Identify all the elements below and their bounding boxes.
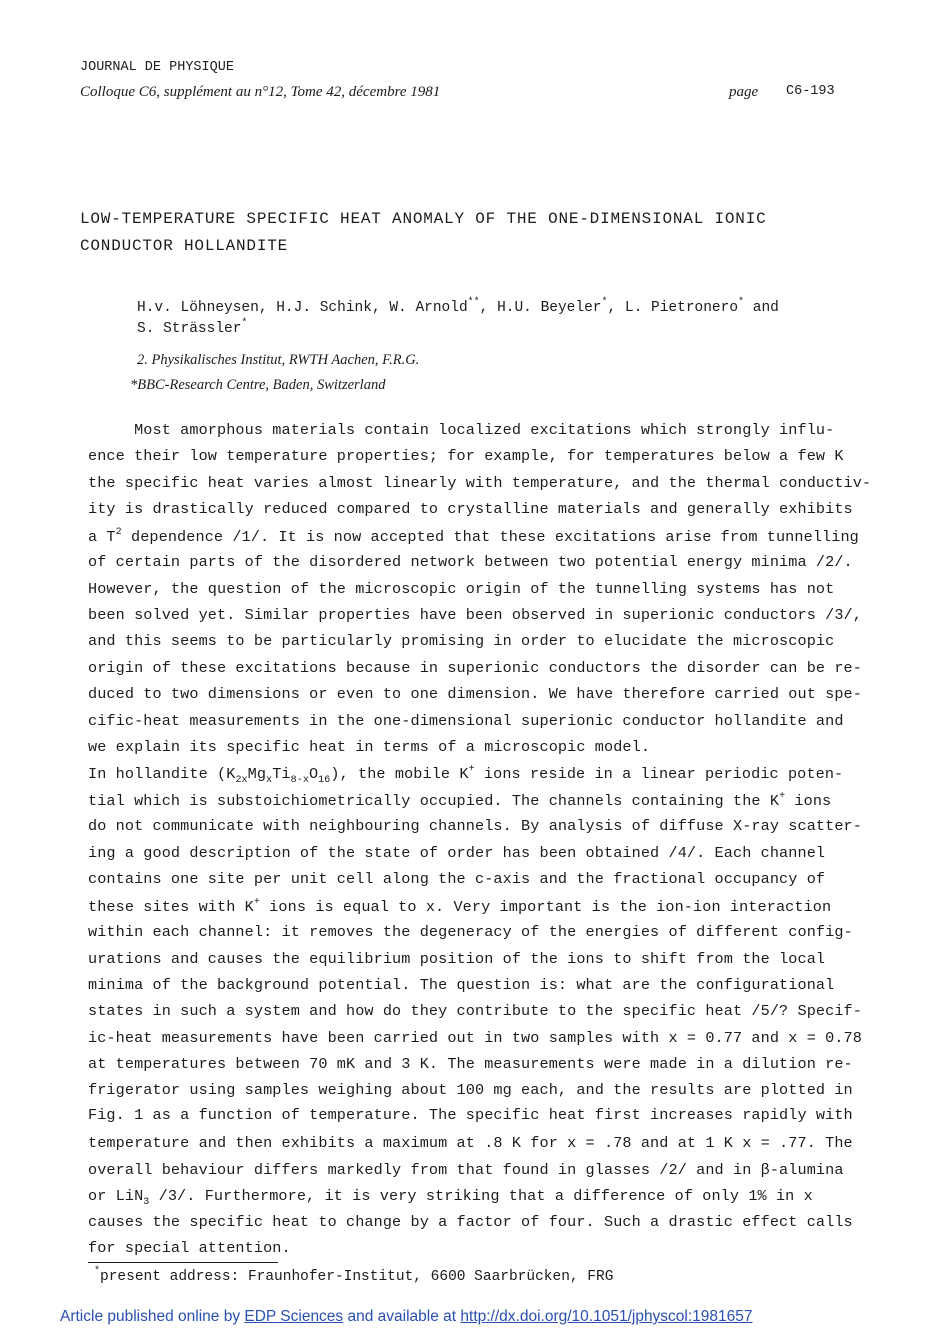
- body-line-30: [88, 1187, 813, 1208]
- body-line-25: at temperatures between 70 mK and 3 K. The measurements were made in a dilution re-: [88, 1055, 853, 1073]
- formula-s4: 16: [318, 775, 331, 786]
- journal-name: JOURNAL DE PHYSIQUE: [80, 60, 234, 75]
- body-line-14-sup: +: [468, 764, 475, 775]
- body-line-3: the specific heat varies almost linearly with temperature, and the thermal conductiv-: [88, 474, 872, 492]
- footer-prefix: Article published online by: [60, 1308, 245, 1325]
- footnote-mark: *: [94, 1266, 101, 1277]
- body-line-18: contains one site per unit cell along the c-axis and the fractional occupancy of: [88, 870, 826, 888]
- body-line-19-b: ions is equal to x. Very important is the ion-ion interaction: [259, 898, 832, 916]
- body-line-11: duced to two dimensions or even to one dimension. We have therefore carried out spe-: [88, 685, 862, 703]
- footnote-rule: [88, 1262, 278, 1263]
- author-strassler: S. Strässler: [137, 321, 242, 337]
- author-line-2: [137, 318, 247, 337]
- body-line-24: ic-heat measurements have been carried out in two samples with x = 0.77 and x = 0.78: [88, 1029, 862, 1047]
- body-line-21: urations and causes the equilibrium position of the ions to shift from the local: [88, 950, 826, 968]
- body-line-13: we explain its specific heat in terms of a microscopic model.: [88, 738, 651, 756]
- affiliation-mark: *: [130, 377, 138, 393]
- author-line-1: [137, 297, 779, 316]
- body-line-19-a: these sites with K: [88, 898, 254, 916]
- page-label: page: [729, 84, 759, 100]
- author-mark-arnold: **: [467, 297, 480, 308]
- footnote-text: present address: Fraunhofer-Institut, 6600 Saarbrücken, FRG: [100, 1269, 614, 1285]
- body-line-17: ing a good description of the state of order has been obtained /4/. Each channel: [88, 844, 826, 862]
- body-line-22: minima of the background potential. The question is: what are the configurational: [88, 976, 835, 994]
- body-line-1: Most amorphous materials contain localized excitations which strongly influ-: [88, 421, 835, 439]
- body-line-8: been solved yet. Similar properties have been observed in superionic conductors /3/,: [88, 606, 862, 624]
- body-line-30-sub: 3: [143, 1197, 150, 1208]
- author-mark-pietronero: *: [738, 297, 745, 308]
- body-line-27: Fig. 1 as a function of temperature. The specific heat first increases rapidly with: [88, 1106, 853, 1124]
- formula-d: O: [308, 765, 319, 783]
- colloque-line: Colloque C6, supplément au n°12, Tome 42, décembre 1981: [80, 84, 441, 100]
- author-mark-strassler: *: [241, 318, 248, 329]
- body-line-5-b: dependence /1/. It is now accepted that these excitations arise from tunnelling: [121, 528, 859, 546]
- formula-s2: x: [266, 775, 273, 786]
- body-line-15-b: ions: [785, 792, 832, 810]
- affiliation-bbc-text: BBC-Research Centre, Baden, Switzerland: [137, 377, 386, 393]
- body-line-29: overall behaviour differs markedly from that found in glasses /2/ and in β-alumina: [88, 1161, 844, 1179]
- page-number: C6-193: [786, 84, 835, 99]
- body-line-9: and this seems to be particularly promising in order to elucidate the microscopic: [88, 632, 835, 650]
- edp-sciences-link[interactable]: EDP Sciences: [244, 1308, 344, 1325]
- body-line-19: [88, 897, 831, 916]
- formula-a: In hollandite (K: [88, 765, 236, 783]
- body-line-14-f: ions reside in a linear periodic poten-: [474, 765, 844, 783]
- footer-middle: and available at: [343, 1308, 461, 1325]
- body-line-6: of certain parts of the disordered network between two potential energy minima /2/.: [88, 553, 853, 571]
- body-line-15-a: tial which is substoichiometrically occupied. The channels containing the K: [88, 792, 780, 810]
- body-line-14: [88, 764, 843, 786]
- body-line-28: temperature and then exhibits a maximum at .8 K for x = .78 and at 1 K x = .77. The: [88, 1134, 853, 1152]
- body-line-30-b: /3/. Furthermore, it is very striking that a difference of only 1% in x: [149, 1187, 813, 1205]
- body-line-32: for special attention.: [88, 1239, 291, 1257]
- body-line-4: ity is drastically reduced compared to crystalline materials and generally exhibits: [88, 500, 853, 518]
- authors-part-b: , H.U. Beyeler: [479, 300, 602, 316]
- body-line-5-a: a T: [88, 528, 116, 546]
- authors-part-c: , L. Pietronero: [607, 300, 739, 316]
- body-line-30-a: or LiN: [88, 1187, 144, 1205]
- body-line-15: [88, 791, 831, 810]
- formula-b: Mg: [247, 765, 267, 783]
- body-line-16: do not communicate with neighbouring channels. By analysis of diffuse X-ray scatter-: [88, 817, 862, 835]
- body-line-26: frigerator using samples weighing about 100 mg each, and the results are plotted in: [88, 1081, 853, 1099]
- footnote: [94, 1266, 613, 1285]
- body-line-23: states in such a system and how do they contribute to the specific heat /5/? Specif-: [88, 1002, 862, 1020]
- formula-s1: 2x: [235, 775, 248, 786]
- paper-title-line-1: LOW-TEMPERATURE SPECIFIC HEAT ANOMALY OF THE ONE-DIMENSIONAL IONIC: [80, 210, 767, 228]
- body-line-31: causes the specific heat to change by a factor of four. Such a drastic effect calls: [88, 1213, 853, 1231]
- body-line-10: origin of these excitations because in superionic conductors the disorder can be re-: [88, 659, 862, 677]
- body-line-14-e: ), the mobile K: [330, 765, 469, 783]
- author-mark-beyeler: *: [601, 297, 608, 308]
- affiliation-bbc: [130, 377, 385, 394]
- body-line-5-sup: 2: [115, 527, 122, 538]
- body-line-15-sup: +: [779, 791, 786, 802]
- publisher-footer: [60, 1308, 753, 1326]
- body-line-2: ence their low temperature properties; for example, for temperatures below a few K: [88, 447, 844, 465]
- doi-link[interactable]: http://dx.doi.org/10.1051/jphyscol:1981657: [460, 1308, 753, 1325]
- formula-c: Ti: [272, 765, 291, 783]
- body-line-5: [88, 527, 859, 546]
- authors-part-d: and: [744, 300, 779, 316]
- body-line-12: cific-heat measurements in the one-dimensional superionic conductor hollandite and: [88, 712, 844, 730]
- body-line-20: within each channel: it removes the degeneracy of the energies of different config-: [88, 923, 853, 941]
- affiliation-aachen: 2. Physikalisches Institut, RWTH Aachen, F.R.G.: [137, 352, 420, 368]
- formula-s3: 8-x: [290, 775, 309, 786]
- authors-part-a: H.v. Löhneysen, H.J. Schink, W. Arnold: [137, 300, 468, 316]
- body-line-19-sup: +: [253, 897, 260, 908]
- body-line-7: However, the question of the microscopic origin of the tunnelling systems has not: [88, 580, 835, 598]
- paper-title-line-2: CONDUCTOR HOLLANDITE: [80, 237, 289, 255]
